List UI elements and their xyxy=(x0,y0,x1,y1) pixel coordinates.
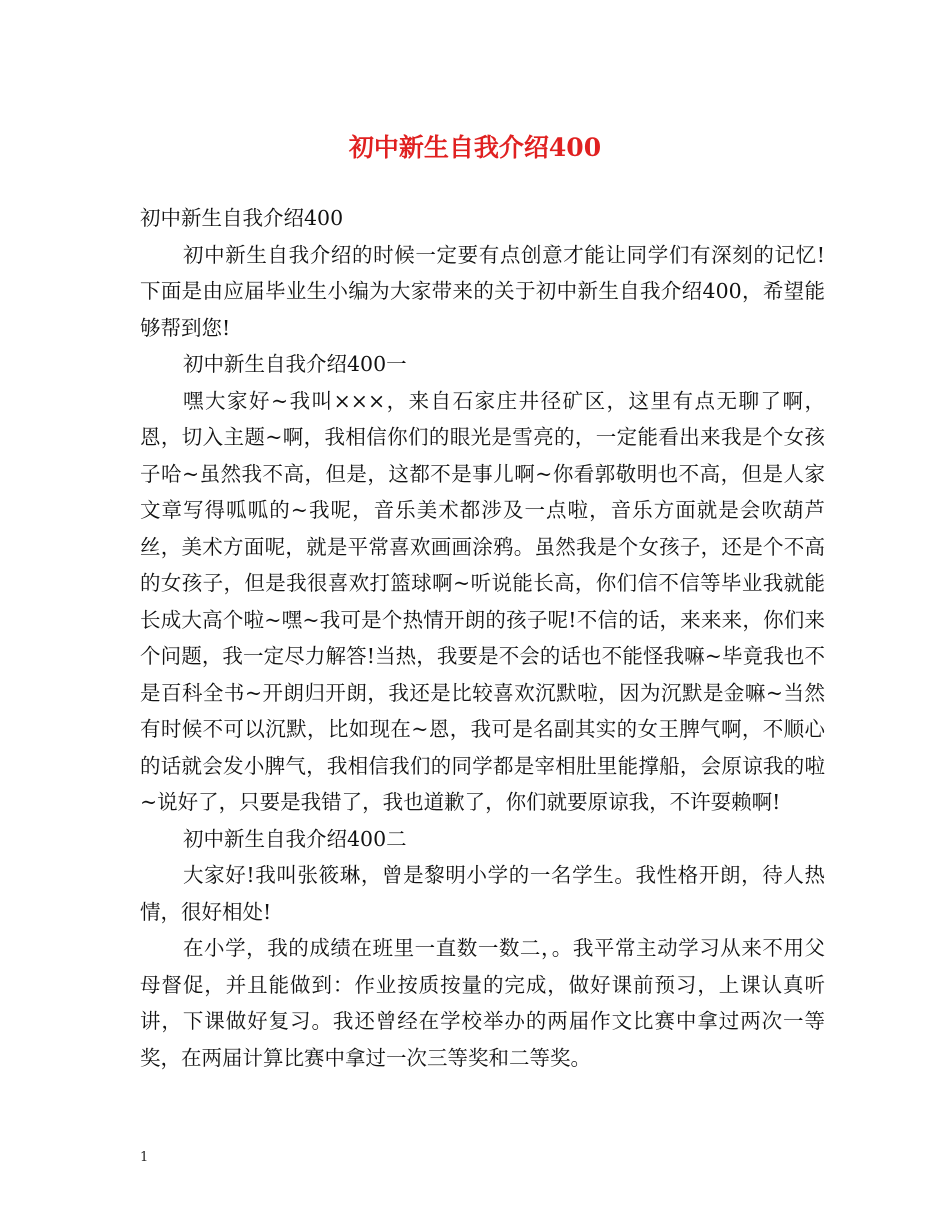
paragraph: 初中新生自我介绍的时候一定要有点创意才能让同学们有深刻的记忆!下面是由应届毕业生小编为大家带来的关于初中新生自我介绍400，希望能够帮到您! xyxy=(140,242,825,340)
section-heading: 初中新生自我介绍400一 xyxy=(183,352,407,376)
paragraph: 大家好!我叫张筱琳，曾是黎明小学的一名学生。我性格开朗，待人热情，很好相处! xyxy=(140,863,825,924)
paragraph: 初中新生自我介绍400 xyxy=(140,206,344,230)
paragraph: 在小学，我的成绩在班里一直数一数二，。我平常主动学习从来不用父母督促，并且能做到：作业按质按量的完成，做好课前预习，上课认真听讲，下课做好复习。我还曾经在学校举办的两届作文比赛中拿过两次一等奖，在两届计算比赛中拿过一次三等奖和二等奖。 xyxy=(140,936,825,1070)
document-body xyxy=(140,200,825,1076)
page-number: 1 xyxy=(140,1150,149,1165)
document-title: 初中新生自我介绍400 xyxy=(348,133,602,162)
paragraph: 嘿大家好~我叫×××，来自石家庄井径矿区，这里有点无聊了啊，恩，切入主题~啊，我相信你们的眼光是雪亮的，一定能看出来我是个女孩子哈~虽然我不高，但是，这都不是事儿啊~你看郭敬明也不高，但是人家文章写得呱呱的~我呢，音乐美术都涉及一点啦，音乐方面就是会吹葫芦丝，美术方面呢，就是平常喜欢画画涂鸦。虽然我是个女孩子，还是个不高的女孩子，但是我很喜欢打篮球啊~听说能长高，你们信不信等毕业我就能长成大高个啦~嘿~我可是个热情开朗的孩子呢!不信的话，来来来，你们来个问题，我一定尽力解答!当热，我要是不会的话也不能怪我嘛~毕竟我也不是百科全书~开朗归开朗，我还是比较喜欢沉默啦，因为沉默是金嘛~当然有时候不可以沉默，比如现在~恩，我可是名副其实的女王脾气啊，不顺心的话就会发小脾气，我相信我们的同学都是宰相肚里能撑船，会原谅我的啦~说好了，只要是我错了，我也道歉了，你们就要原谅我，不许耍赖啊! xyxy=(140,388,825,814)
section-heading: 初中新生自我介绍400二 xyxy=(183,826,407,851)
